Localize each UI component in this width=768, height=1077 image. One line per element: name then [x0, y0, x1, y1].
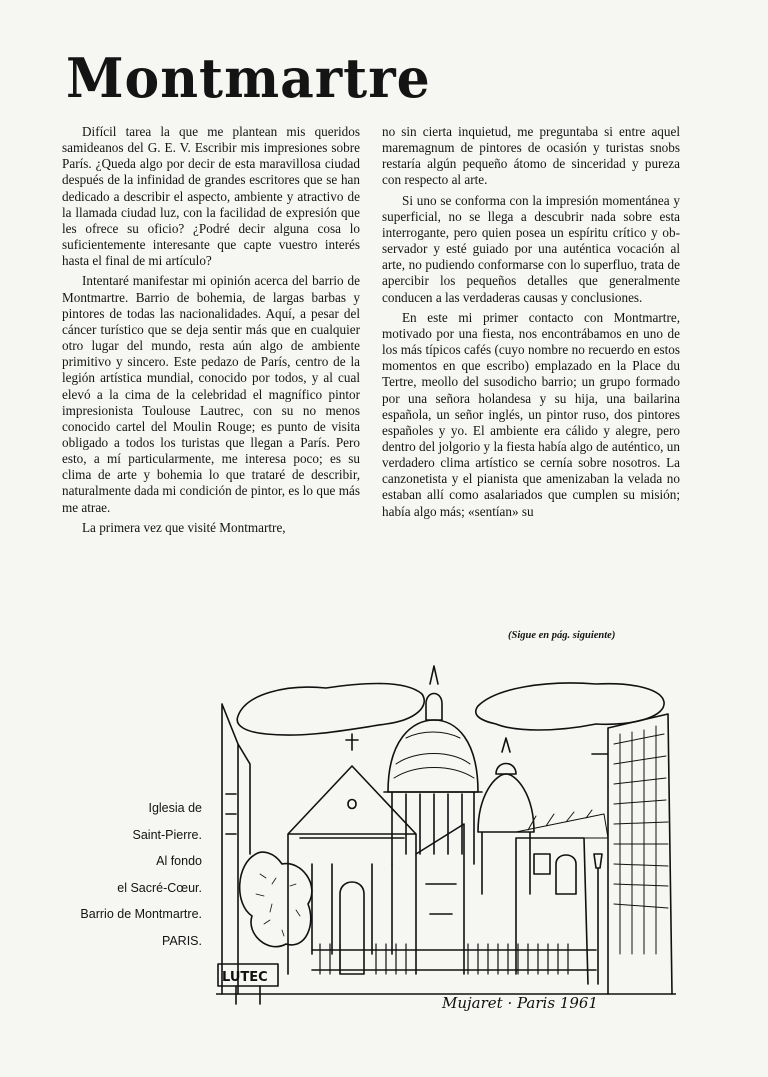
caption-line: Barrio de Montmartre.: [80, 907, 202, 921]
paragraph: En este mi primer contacto con Montmartre, motivado por una fiesta, nos encontrábamos en uno de los más típicos cafés (cuyo nombre no recuerdo en estos momentos en que escribo) emplazado en la Place du Tertre, meollo del susodicho barrio; un grupo formado por una señora holandesa y su hija, una bailarina española, un señor inglés, un pintor ruso, dos pintores españoles y yo. El ambiente era cálido y alegre, pero dentro del jolgorio y la fiesta había algo de auténtico, un verdadero clima artístico se cernía sobre nosotros. La canzonetista y el pianista que amenizaban la velada no estaban allí como asalariados que cumplen su misión; había algo más; «sentían» su: [382, 309, 680, 519]
sign-text: LUTEC: [222, 970, 268, 985]
article-column-right: [382, 124, 680, 524]
caption-line: Al fondo: [156, 854, 202, 868]
cloud: [476, 683, 664, 730]
paragraph: La primera vez que visité Montmartre,: [82, 519, 286, 535]
paragraph: Difícil tarea la que me plantean mis queridos samideanos del G. E. V. Escribir mis impresiones sobre París. ¿Queda algo por decir de esta maravillosa ciudad después de la infinidad de grandes escritores que se han dedicado a describir el aspecto, ambiente y atractivo de la llamada ciudad luz, con la facilidad de expresión que les ofrece su oficio? ¿Podré decir alguna cosa lo suficientemente interesante que capte vuestro interés hasta el final de mi artículo?: [62, 124, 360, 269]
caption-line: Saint-Pierre.: [132, 827, 202, 842]
paragraph: Si uno se conforma con la impresión momentánea y superficial, no se llega a descubrir nada sobre esta interrogante, pero quien posea un espíritu crítico y observador y esté guiado por una auténtica vocación al arte, no pudiendo conformarse con lo superfluo, trata de apercibir los pequeños detalles que generalmente conducen a las verdaderas causas y conclusiones.: [382, 192, 680, 305]
cloud: [237, 683, 424, 735]
illustration-caption: [22, 795, 202, 954]
paragraph: Intentaré manifestar mi opinión acerca del barrio de Montmartre. Barrio de bohemia, de largas barbas y pintores de todas las nacionalidades. Aquí, a pesar del cáncer turístico que se deja sentir más que en cualquier otro lugar del mundo, resta aún algo de ambiente primitivo y sincero. Este pedazo de París, centro de la legión artística mundial, conocido por todos, y al cual elevó a la cima de la celebridad el magnífico pintor impresionista Toulouse Lautrec, con su no menos conocido cartel del Moulin Rouge; es punto de visita obligado a todos los turistas que llegan a París. Pero esto, a mí particularmente, me interesa poco; es su clima de arte y bohemia lo que trataré de describir, naturalmente dada mi condición de pintor, es lo que más me atrae.: [62, 273, 360, 515]
article-column-left: [62, 124, 360, 540]
church-illustration: [216, 654, 676, 1014]
caption-line: el Sacré-Cœur.: [117, 880, 202, 895]
caption-line: PARIS.: [161, 933, 202, 948]
article-title: Montmartre: [66, 46, 431, 111]
paragraph: no sin cierta inquietud, me preguntaba si entre aquel maremagnum de pintores de ocasión y turistas snobs restaría algún pequeño átomo de sinceridad y pureza con respecto al arte.: [382, 124, 680, 188]
continuation-note: (Sigue en pág. siguiente): [508, 630, 616, 641]
caption-line: Iglesia de: [148, 801, 202, 815]
artist-signature: Mujaret · Paris 1961: [442, 994, 598, 1012]
